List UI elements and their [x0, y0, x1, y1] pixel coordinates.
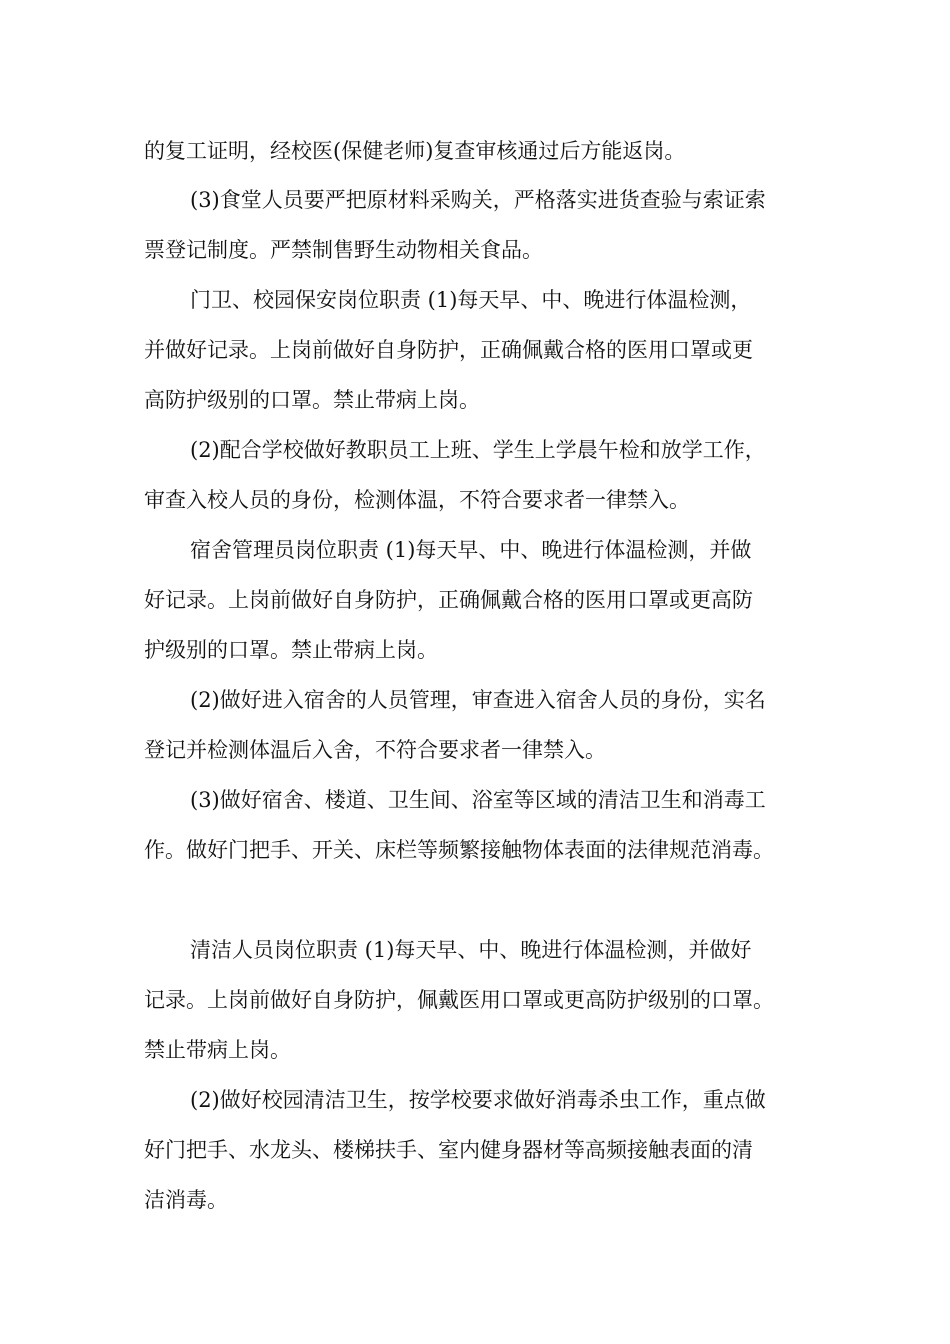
text-line: 好记录。上岗前做好自身防护，正确佩戴合格的医用口罩或更高防: [144, 588, 753, 612]
text-line: 作。做好门把手、开关、床栏等频繁接触物体表面的法律规范消毒。: [144, 838, 774, 862]
text-line: 禁止带病上岗。: [144, 1038, 291, 1062]
text-line: (3)做好宿舍、楼道、卫生间、浴室等区域的清洁卫生和消毒工: [190, 788, 766, 812]
text-line: (2)配合学校做好教职员工上班、学生上学晨午检和放学工作，: [190, 438, 766, 462]
text-line: 记录。上岗前做好自身防护，佩戴医用口罩或更高防护级别的口罩。: [144, 988, 774, 1012]
text-line: 宿舍管理员岗位职责 (1)每天早、中、晚进行体温检测，并做: [190, 538, 752, 562]
text-line: (2)做好进入宿舍的人员管理，审查进入宿舍人员的身份，实名: [190, 688, 766, 712]
text-line: 的复工证明，经校医(保健老师)复查审核通过后方能返岗。: [144, 139, 686, 163]
text-line: 登记并检测体温后入舍，不符合要求者一律禁入。: [144, 738, 606, 762]
text-line: 洁消毒。: [144, 1188, 228, 1212]
text-line: 清洁人员岗位职责 (1)每天早、中、晚进行体温检测，并做好: [190, 938, 752, 962]
text-line: 并做好记录。上岗前做好自身防护，正确佩戴合格的医用口罩或更: [144, 338, 753, 362]
text-line: 高防护级别的口罩。禁止带病上岗。: [144, 388, 480, 412]
text-line: 门卫、校园保安岗位职责 (1)每天早、中、晚进行体温检测，: [190, 288, 752, 312]
text-line: (3)食堂人员要严把原材料采购关，严格落实进货查验与索证索: [190, 188, 766, 212]
text-line: 票登记制度。严禁制售野生动物相关食品。: [144, 238, 543, 262]
text-line: 好门把手、水龙头、楼梯扶手、室内健身器材等高频接触表面的清: [144, 1138, 753, 1162]
text-line: (2)做好校园清洁卫生，按学校要求做好消毒杀虫工作，重点做: [190, 1088, 766, 1112]
text-line: 护级别的口罩。禁止带病上岗。: [144, 638, 438, 662]
text-line: 审查入校人员的身份，检测体温，不符合要求者一律禁入。: [144, 488, 690, 512]
